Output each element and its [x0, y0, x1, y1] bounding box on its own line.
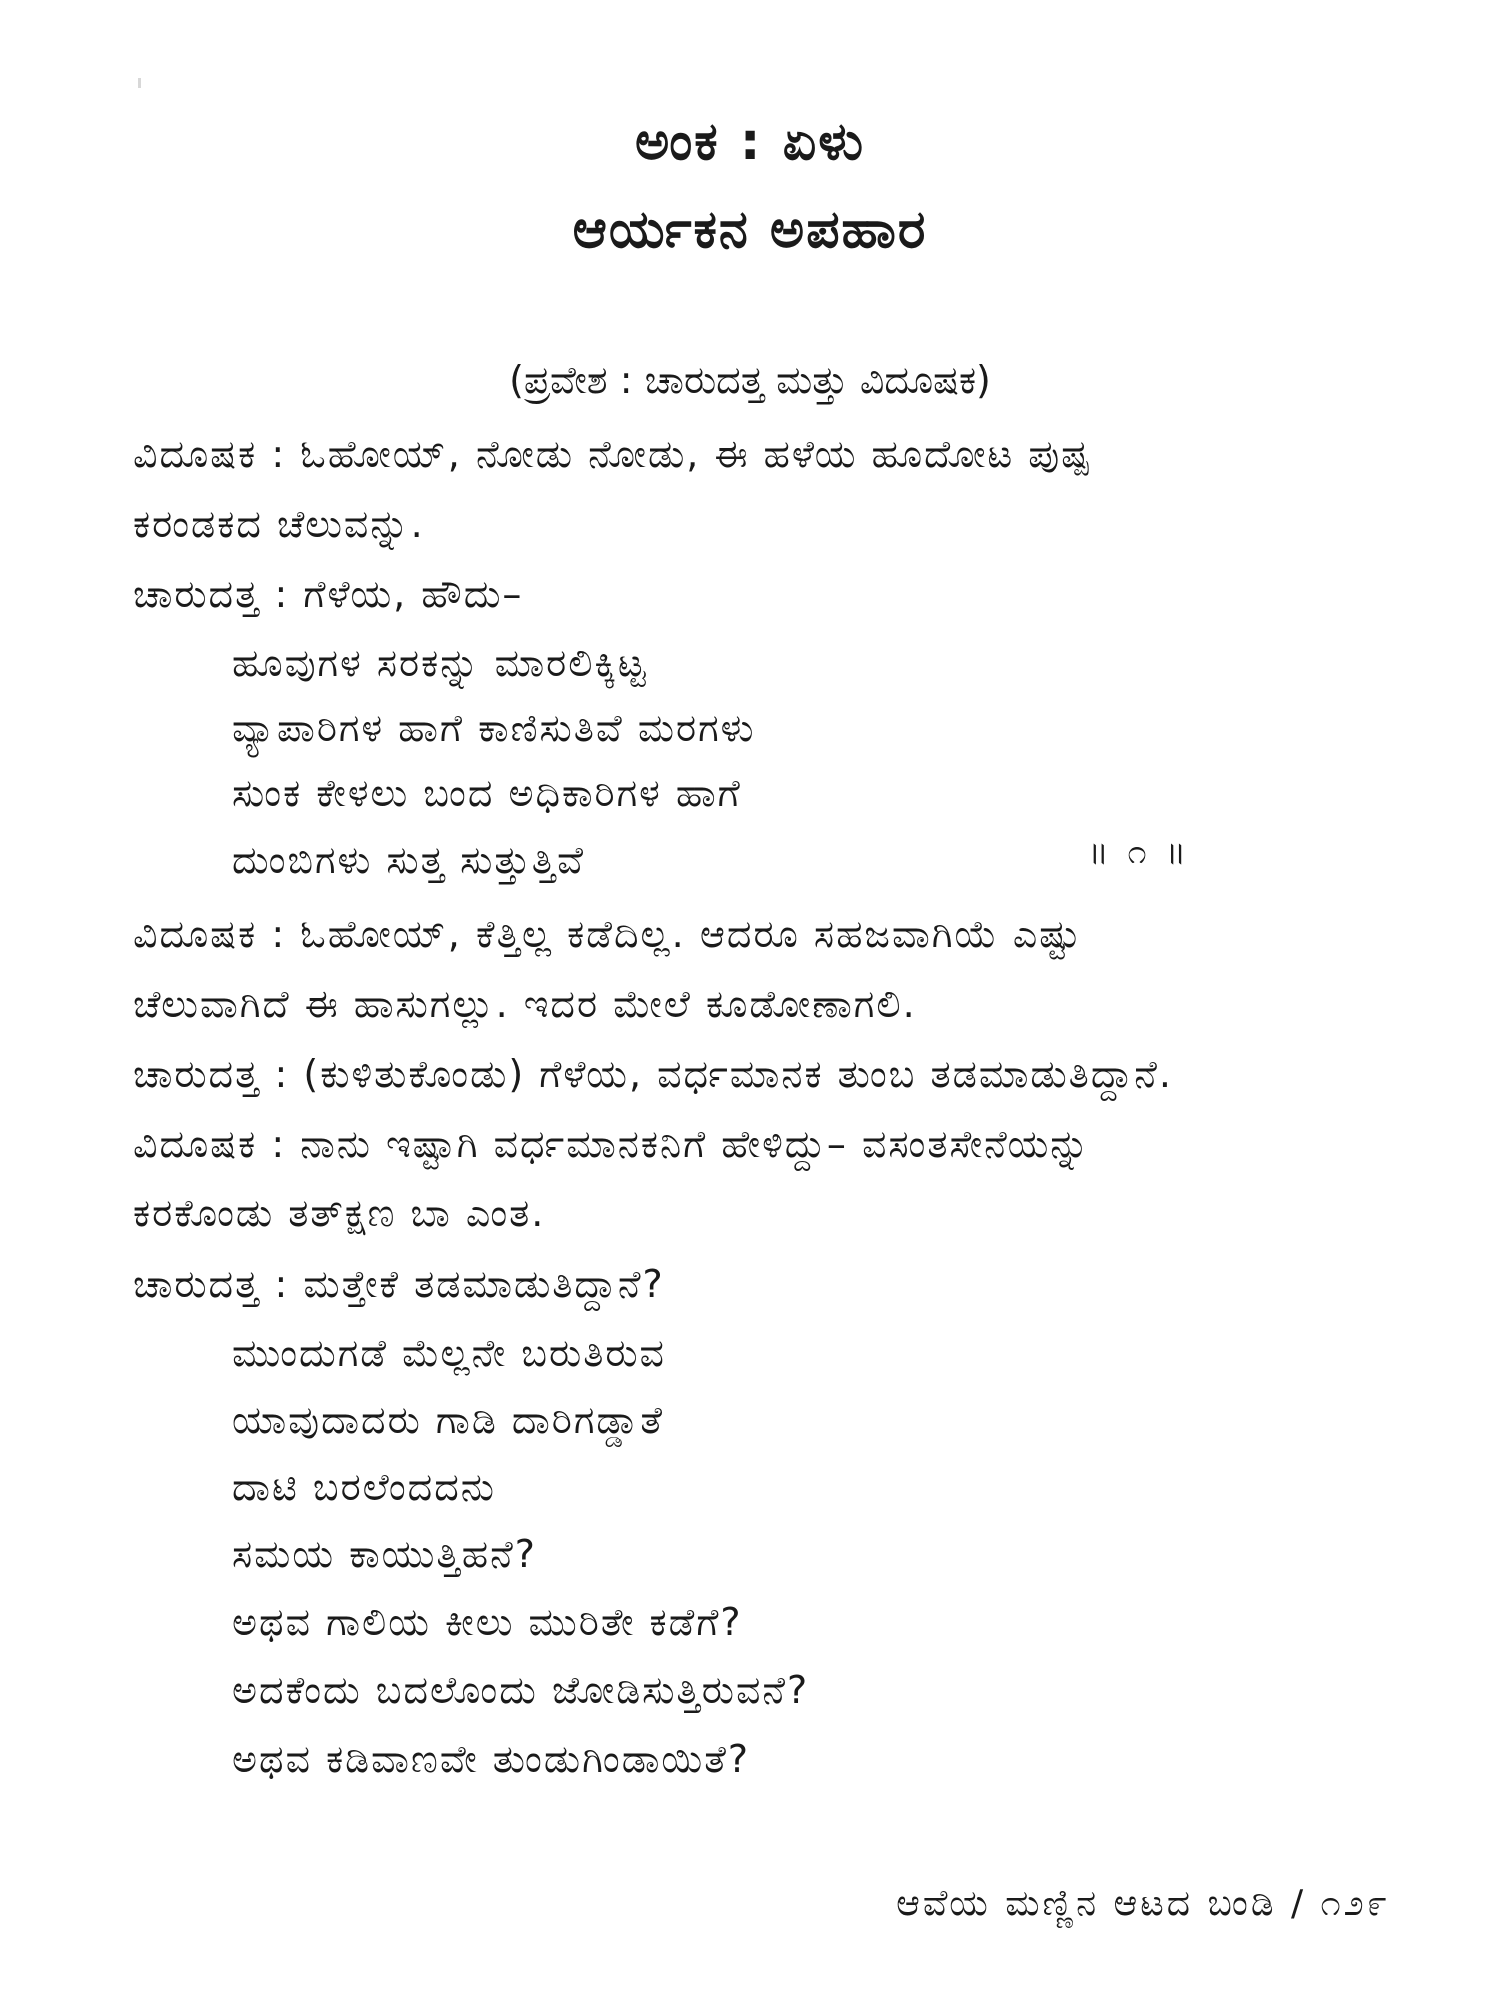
verse-number: ॥ ೧ ॥: [1088, 832, 1191, 872]
verse-line: ಯಾವುದಾದರು ಗಾಡಿ ದಾರಿಗಡ್ಡಾತೆ: [232, 1398, 665, 1442]
verse-line: ಅಥವ ಗಾಲಿಯ ಕೀಲು ಮುರಿತೇ ಕಡೆಗೆ?: [232, 1600, 743, 1644]
dialogue-line: ವಿದೂಷಕ : ಓಹೋಯ್, ಕೆತ್ತಿಲ್ಲ ಕಡೆದಿಲ್ಲ. ಆದರೂ ಸಹಜವಾಗಿಯೆ ಎಷ್ಟು: [133, 912, 1082, 956]
verse-line: ಅದಕೆಂದು ಬದಲೊಂದು ಜೋಡಿಸುತ್ತಿರುವನೆ?: [232, 1668, 810, 1712]
dialogue-line: ಚಾರುದತ್ತ : (ಕುಳಿತುಕೊಂಡು) ಗೆಳೆಯ, ವರ್ಧಮಾನಕ ತುಂಬ ತಡಮಾಡುತಿದ್ದಾನೆ.: [133, 1052, 1173, 1096]
verse-line: ಹೂವುಗಳ ಸರಕನ್ನು ಮಾರಲಿಕ್ಕಿಟ್ಟ: [232, 641, 648, 685]
dialogue-line: ಚಾರುದತ್ತ : ಮತ್ತೇಕೆ ತಡಮಾಡುತಿದ್ದಾನೆ?: [133, 1262, 665, 1306]
scan-mark: [138, 78, 141, 88]
dialogue-line: ವಿದೂಷಕ : ನಾನು ಇಷ್ಟಾಗಿ ವರ್ಧಮಾನಕನಿಗೆ ಹೇಳಿದ್ದು– ವಸಂತಸೇನೆಯನ್ನು: [133, 1122, 1091, 1166]
verse-line: ದಾಟಿ ಬರಲೆಂದದನು: [232, 1465, 496, 1509]
verse-line: ಮುಂದುಗಡೆ ಮೆಲ್ಲನೇ ಬರುತಿರುವ: [232, 1331, 666, 1375]
verse-line: ದುಂಬಿಗಳು ಸುತ್ತ ಸುತ್ತುತ್ತಿವೆ: [232, 838, 586, 882]
verse-line: ಸುಂಕ ಕೇಳಲು ಬಂದ ಅಧಿಕಾರಿಗಳ ಹಾಗೆ: [232, 771, 742, 815]
stage-direction: (ಪ್ರವೇಶ : ಚಾರುದತ್ತ ಮತ್ತು ವಿದೂಷಕ): [509, 358, 991, 402]
dialogue-line: ಚೆಲುವಾಗಿದೆ ಈ ಹಾಸುಗಲ್ಲು. ಇದರ ಮೇಲೆ ಕೂಡೋಣಾಗಲಿ.: [133, 982, 917, 1026]
dialogue-line: ಕರಂಡಕದ ಚೆಲುವನ್ನು.: [133, 502, 425, 546]
dialogue-line: ವಿದೂಷಕ : ಓಹೋಯ್, ನೋಡು ನೋಡು, ಈ ಹಳೆಯ ಹೂದೋಟ ಪುಷ್ಪ: [133, 432, 1092, 476]
dialogue-line: ಕರಕೊಂಡು ತತ್‌ಕ್ಷಣ ಬಾ ಎಂತ.: [133, 1191, 546, 1235]
act-title: ಆರ್ಯಕನ ಅಪಹಾರ: [572, 200, 928, 260]
dialogue-line: ಚಾರುದತ್ತ : ಗೆಳೆಯ, ಹೌದು–: [133, 572, 524, 616]
verse-line: ಸಮಯ ಕಾಯುತ್ತಿಹನೆ?: [232, 1532, 537, 1576]
verse-line: ವ್ಯಾಪಾರಿಗಳ ಹಾಗೆ ಕಾಣಿಸುತಿವೆ ಮರಗಳು: [232, 706, 756, 750]
verse-line: ಅಥವ ಕಡಿವಾಣವೇ ತುಂಡುಗಿಂಡಾಯಿತೆ?: [232, 1737, 751, 1781]
act-heading: ಅಂಕ : ಏಳು: [634, 112, 866, 172]
page-footer: ಆವೆಯ ಮಣ್ಣಿನ ಆಟದ ಬಂಡಿ / ೧೨೯: [896, 1883, 1390, 1924]
